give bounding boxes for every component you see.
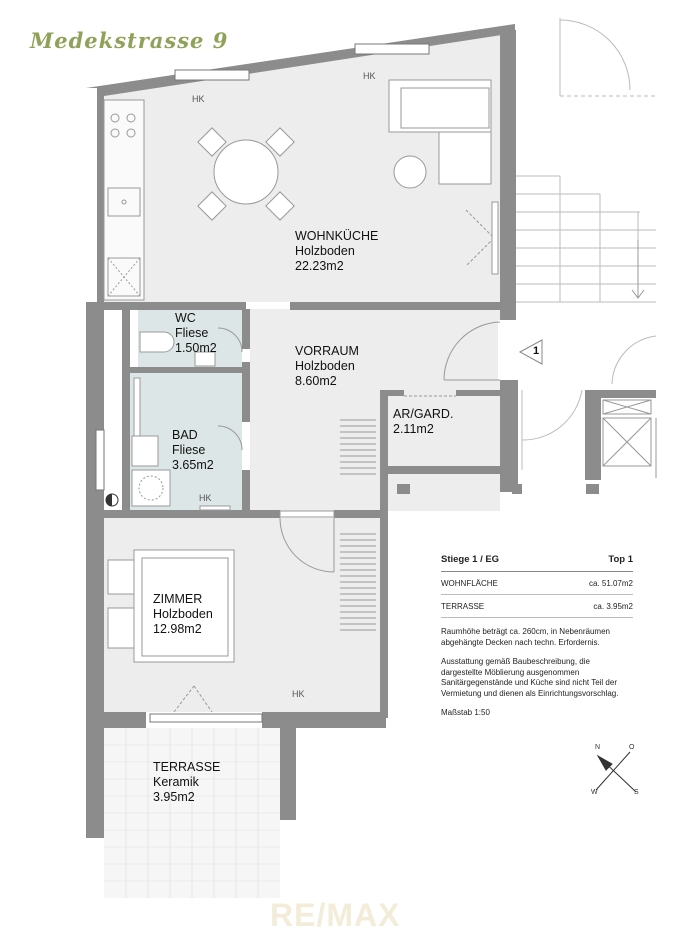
- compass-s: S: [634, 789, 639, 796]
- note-furnishing: Ausstattung gemäß Baubeschreibung, die dargestellte Möblierung ausgenommen Sanitärgegenstände und Küche sind nicht Teil der Vermietung und dienen als Einrichtungsvorschlag.: [441, 657, 619, 698]
- room-terrasse: TERRASSE Keramik 3.95m2: [153, 760, 221, 804]
- info-row-wohnflaeche: WOHNFLÄCHE ca. 51.07m2: [441, 572, 633, 595]
- room-vorraum: VORRAUM Holzboden 8.60m2: [295, 344, 359, 388]
- stiege-label: Stiege 1 / EG: [441, 554, 500, 565]
- top-label: Top 1: [608, 554, 633, 565]
- scale-label: Maßstab 1:50: [441, 708, 490, 717]
- room-ar: AR/GARD. 2.11m2: [393, 407, 454, 436]
- entrance-number: 1: [533, 345, 540, 357]
- room-zimmer: ZIMMER Holzboden 12.98m2: [153, 592, 213, 636]
- hk-label-living-window: HK: [363, 71, 376, 81]
- compass-n: N: [595, 744, 601, 751]
- hk-label-kitchen-window: HK: [192, 94, 205, 104]
- street-name: Medekstrasse 9: [30, 28, 229, 53]
- outside-shaft: [603, 400, 656, 478]
- watermark: RE/MAX: [270, 897, 401, 933]
- info-header: [441, 554, 633, 572]
- compass-w: W: [591, 789, 598, 796]
- room-wc: WC Fliese 1.50m2: [175, 311, 217, 355]
- note-room-height: Raumhöhe beträgt ca. 260cm, in Nebenräumen abgehängte Decken nach techn. Erfordernis.: [441, 627, 610, 647]
- kitchen: [104, 100, 144, 300]
- hk-label-zimmer: HK: [292, 689, 305, 699]
- compass-o: O: [629, 744, 635, 751]
- compass-symbol: [596, 752, 636, 792]
- info-panel: [441, 554, 633, 719]
- room-wohnkueche: WOHNKÜCHE Holzboden 22.23m2: [295, 229, 379, 273]
- info-row-terrasse: TERRASSE ca. 3.95m2: [441, 595, 633, 618]
- hk-label-bad: HK: [199, 493, 212, 503]
- room-bad: BAD Fliese 3.65m2: [172, 428, 214, 472]
